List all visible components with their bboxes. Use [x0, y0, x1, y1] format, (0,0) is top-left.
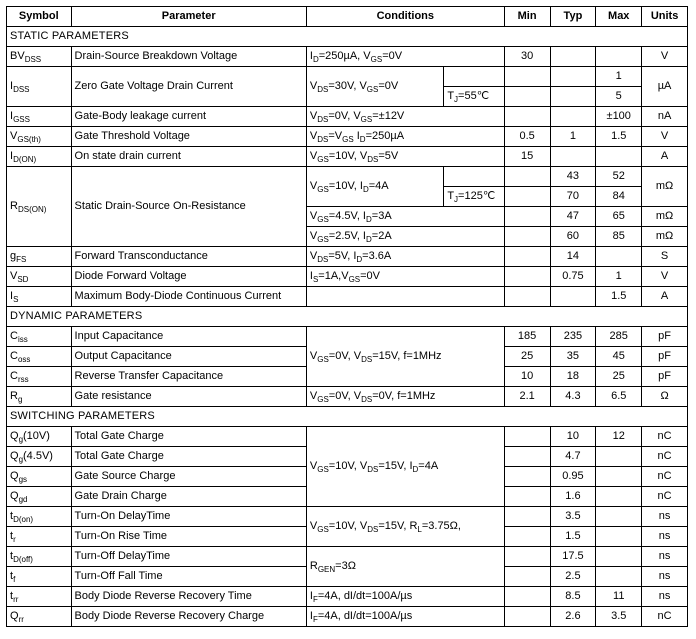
row-typ: 43 [550, 167, 596, 187]
row-conditions-tj: $T_J=55℃$ [444, 87, 504, 107]
section-header-static [7, 27, 688, 47]
row-parameter: Turn-On Rise Time [71, 527, 306, 547]
row-units: nC [642, 607, 688, 627]
row-symbol: $I_{DSS}$ [7, 67, 72, 107]
row-units: nC [642, 467, 688, 487]
row-min [504, 267, 550, 287]
row-min [504, 547, 550, 567]
table-row [7, 607, 688, 627]
row-typ [550, 147, 596, 167]
row-max: 5 [596, 87, 642, 107]
row-max: 1 [596, 67, 642, 87]
section-title: SWITCHING PARAMETERS [7, 407, 688, 427]
row-symbol: $I_S$ [7, 287, 72, 307]
row-min [504, 507, 550, 527]
row-min [504, 67, 550, 87]
row-conditions: $V_{GS}=2.5V$, $I_D=2A$ [306, 227, 504, 247]
row-parameter: Gate Drain Charge [71, 487, 306, 507]
row-symbol: $Q_g(10V)$ [7, 427, 72, 447]
row-conditions: $V_{DS}=5V$, $I_D=3.6A$ [306, 247, 504, 267]
row-typ: 0.75 [550, 267, 596, 287]
row-parameter: On state drain current [71, 147, 306, 167]
datasheet-table-container [6, 6, 692, 627]
table-row [7, 287, 688, 307]
row-symbol: $t_r$ [7, 527, 72, 547]
row-conditions-tj [444, 67, 504, 87]
row-conditions: $V_{DS}=V_{GS}$ $I_D=250\mu A$ [306, 127, 504, 147]
row-max: 52 [596, 167, 642, 187]
row-typ: 3.5 [550, 507, 596, 527]
row-symbol: $I_{D(ON)}$ [7, 147, 72, 167]
row-symbol: $C_{oss}$ [7, 347, 72, 367]
row-typ: 1.5 [550, 527, 596, 547]
table-row [7, 47, 688, 67]
row-max [596, 147, 642, 167]
row-units: ns [642, 587, 688, 607]
row-conditions: $V_{GS}=0V$, $V_{DS}=0V$, f=1MHz [306, 387, 504, 407]
row-conditions: $V_{GS}=10V$, $V_{DS}=5V$ [306, 147, 504, 167]
electrical-characteristics-table [6, 6, 688, 627]
row-typ: 60 [550, 227, 596, 247]
table-row [7, 167, 688, 187]
table-row [7, 67, 688, 87]
row-conditions: $R_{GEN}=3\Omega$ [306, 547, 504, 587]
row-typ: 17.5 [550, 547, 596, 567]
row-min [504, 487, 550, 507]
row-max [596, 467, 642, 487]
row-typ: 14 [550, 247, 596, 267]
row-typ: 1.6 [550, 487, 596, 507]
row-min [504, 287, 550, 307]
section-header-switching [7, 407, 688, 427]
row-max: 6.5 [596, 387, 642, 407]
row-conditions: $V_{DS}=0V$, $V_{GS}=\pm 12V$ [306, 107, 504, 127]
table-row [7, 247, 688, 267]
row-min [504, 587, 550, 607]
row-min: 185 [504, 327, 550, 347]
row-units: A [642, 147, 688, 167]
row-max: 12 [596, 427, 642, 447]
row-parameter: Gate Source Charge [71, 467, 306, 487]
row-symbol: $V_{SD}$ [7, 267, 72, 287]
row-parameter: Forward Transconductance [71, 247, 306, 267]
row-units: ns [642, 567, 688, 587]
row-min [504, 527, 550, 547]
row-units: V [642, 127, 688, 147]
row-typ: 235 [550, 327, 596, 347]
header-parameter: Parameter [71, 7, 306, 27]
row-max [596, 247, 642, 267]
row-typ: 2.5 [550, 567, 596, 587]
row-parameter: Total Gate Charge [71, 427, 306, 447]
row-symbol: $R_{DS(ON)}$ [7, 167, 72, 247]
row-symbol: $R_g$ [7, 387, 72, 407]
header-max: Max [596, 7, 642, 27]
row-parameter: Gate Threshold Voltage [71, 127, 306, 147]
row-max [596, 547, 642, 567]
row-units: nC [642, 427, 688, 447]
row-parameter: Input Capacitance [71, 327, 306, 347]
table-row [7, 547, 688, 567]
row-min: 15 [504, 147, 550, 167]
section-title: DYNAMIC PARAMETERS [7, 307, 688, 327]
row-max: 25 [596, 367, 642, 387]
row-max [596, 447, 642, 467]
row-units: A [642, 287, 688, 307]
row-max: 1.5 [596, 127, 642, 147]
table-row [7, 427, 688, 447]
row-max: 45 [596, 347, 642, 367]
row-min [504, 87, 550, 107]
row-parameter: Drain-Source Breakdown Voltage [71, 47, 306, 67]
row-units: mΩ [642, 167, 688, 207]
row-typ: 0.95 [550, 467, 596, 487]
row-max: ±100 [596, 107, 642, 127]
row-units: mΩ [642, 227, 688, 247]
row-parameter: Turn-Off DelayTime [71, 547, 306, 567]
row-symbol: $t_{rr}$ [7, 587, 72, 607]
row-min: 2.1 [504, 387, 550, 407]
row-units: ns [642, 547, 688, 567]
row-conditions: $V_{GS}=0V$, $V_{DS}=15V$, f=1MHz [306, 327, 504, 387]
row-typ [550, 47, 596, 67]
row-conditions-tj: $T_J=125℃$ [444, 187, 504, 207]
row-min: 10 [504, 367, 550, 387]
section-header-dynamic [7, 307, 688, 327]
row-max: 84 [596, 187, 642, 207]
section-title: STATIC PARAMETERS [7, 27, 688, 47]
header-typ: Typ [550, 7, 596, 27]
row-max: 3.5 [596, 607, 642, 627]
row-symbol: $V_{GS(th)}$ [7, 127, 72, 147]
row-typ: 18 [550, 367, 596, 387]
row-symbol: $t_f$ [7, 567, 72, 587]
row-typ: 70 [550, 187, 596, 207]
row-typ [550, 87, 596, 107]
row-typ: 4.3 [550, 387, 596, 407]
row-max: 1 [596, 267, 642, 287]
table-row [7, 147, 688, 167]
row-conditions: $V_{GS}=4.5V$, $I_D=3A$ [306, 207, 504, 227]
row-parameter: Static Drain-Source On-Resistance [71, 167, 306, 247]
row-max: 11 [596, 587, 642, 607]
row-min [504, 107, 550, 127]
row-parameter: Turn-Off Fall Time [71, 567, 306, 587]
row-parameter: Gate-Body leakage current [71, 107, 306, 127]
row-parameter: Body Diode Reverse Recovery Charge [71, 607, 306, 627]
row-parameter: Body Diode Reverse Recovery Time [71, 587, 306, 607]
table-row [7, 327, 688, 347]
row-max: 285 [596, 327, 642, 347]
row-min [504, 567, 550, 587]
row-symbol: $Q_g(4.5V)$ [7, 447, 72, 467]
row-typ [550, 67, 596, 87]
row-units: V [642, 267, 688, 287]
row-max [596, 507, 642, 527]
row-units: pF [642, 367, 688, 387]
row-max [596, 487, 642, 507]
row-conditions: $V_{DS}=30V$, $V_{GS}=0V$ [306, 67, 443, 107]
header-symbol: Symbol [7, 7, 72, 27]
row-min [504, 607, 550, 627]
row-max: 1.5 [596, 287, 642, 307]
table-row [7, 107, 688, 127]
header-conditions: Conditions [306, 7, 504, 27]
row-max [596, 47, 642, 67]
row-units: mΩ [642, 207, 688, 227]
row-typ: 2.6 [550, 607, 596, 627]
row-min [504, 207, 550, 227]
row-parameter: Turn-On DelayTime [71, 507, 306, 527]
row-min [504, 447, 550, 467]
row-max [596, 527, 642, 547]
row-units: S [642, 247, 688, 267]
row-min: 25 [504, 347, 550, 367]
row-conditions-tj [444, 167, 504, 187]
row-typ: 1 [550, 127, 596, 147]
row-min: 0.5 [504, 127, 550, 147]
row-units: µA [642, 67, 688, 107]
row-units: Ω [642, 387, 688, 407]
row-conditions: $V_{GS}=10V$, $V_{DS}=15V$, $I_D=4A$ [306, 427, 504, 507]
row-units: nA [642, 107, 688, 127]
row-units: pF [642, 327, 688, 347]
table-row [7, 387, 688, 407]
row-symbol: $Q_{gs}$ [7, 467, 72, 487]
row-max [596, 567, 642, 587]
row-min [504, 167, 550, 187]
row-min [504, 467, 550, 487]
row-symbol: $g_{FS}$ [7, 247, 72, 267]
row-conditions: $I_D=250\mu A$, $V_{GS}=0V$ [306, 47, 504, 67]
row-parameter: Reverse Transfer Capacitance [71, 367, 306, 387]
row-max: 65 [596, 207, 642, 227]
row-min [504, 227, 550, 247]
row-max: 85 [596, 227, 642, 247]
row-conditions [306, 287, 504, 307]
row-symbol: $Q_{gd}$ [7, 487, 72, 507]
row-units: ns [642, 527, 688, 547]
table-row [7, 587, 688, 607]
row-typ: 8.5 [550, 587, 596, 607]
row-units: V [642, 47, 688, 67]
row-typ [550, 107, 596, 127]
row-parameter: Gate resistance [71, 387, 306, 407]
header-units: Units [642, 7, 688, 27]
row-symbol: $t_{D(on)}$ [7, 507, 72, 527]
row-units: pF [642, 347, 688, 367]
row-symbol: $C_{rss}$ [7, 367, 72, 387]
row-symbol: $BV_{DSS}$ [7, 47, 72, 67]
row-conditions: $I_F=4A$, dI/dt=100A/µs [306, 607, 504, 627]
row-parameter: Maximum Body-Diode Continuous Current [71, 287, 306, 307]
row-conditions: $I_F=4A$, dI/dt=100A/µs [306, 587, 504, 607]
row-units: nC [642, 487, 688, 507]
row-min [504, 247, 550, 267]
row-parameter: Total Gate Charge [71, 447, 306, 467]
row-conditions: $V_{GS}=10V$, $I_D=4A$ [306, 167, 443, 207]
row-parameter: Diode Forward Voltage [71, 267, 306, 287]
row-min [504, 427, 550, 447]
row-typ [550, 287, 596, 307]
row-min: 30 [504, 47, 550, 67]
row-units: nC [642, 447, 688, 467]
row-symbol: $I_{GSS}$ [7, 107, 72, 127]
row-symbol: $Q_{rr}$ [7, 607, 72, 627]
row-parameter: Zero Gate Voltage Drain Current [71, 67, 306, 107]
row-typ: 47 [550, 207, 596, 227]
row-typ: 10 [550, 427, 596, 447]
header-min: Min [504, 7, 550, 27]
row-min [504, 187, 550, 207]
row-units: ns [642, 507, 688, 527]
row-symbol: $t_{D(off)}$ [7, 547, 72, 567]
row-symbol: $C_{iss}$ [7, 327, 72, 347]
table-header-row [7, 7, 688, 27]
table-row [7, 127, 688, 147]
row-conditions: $I_S=1A,V_{GS}=0V$ [306, 267, 504, 287]
row-typ: 35 [550, 347, 596, 367]
table-row [7, 507, 688, 527]
row-typ: 4.7 [550, 447, 596, 467]
row-parameter: Output Capacitance [71, 347, 306, 367]
row-conditions: $V_{GS}=10V$, $V_{DS}=15V$, $R_L=3.75\Omega$, [306, 507, 504, 547]
table-row [7, 267, 688, 287]
